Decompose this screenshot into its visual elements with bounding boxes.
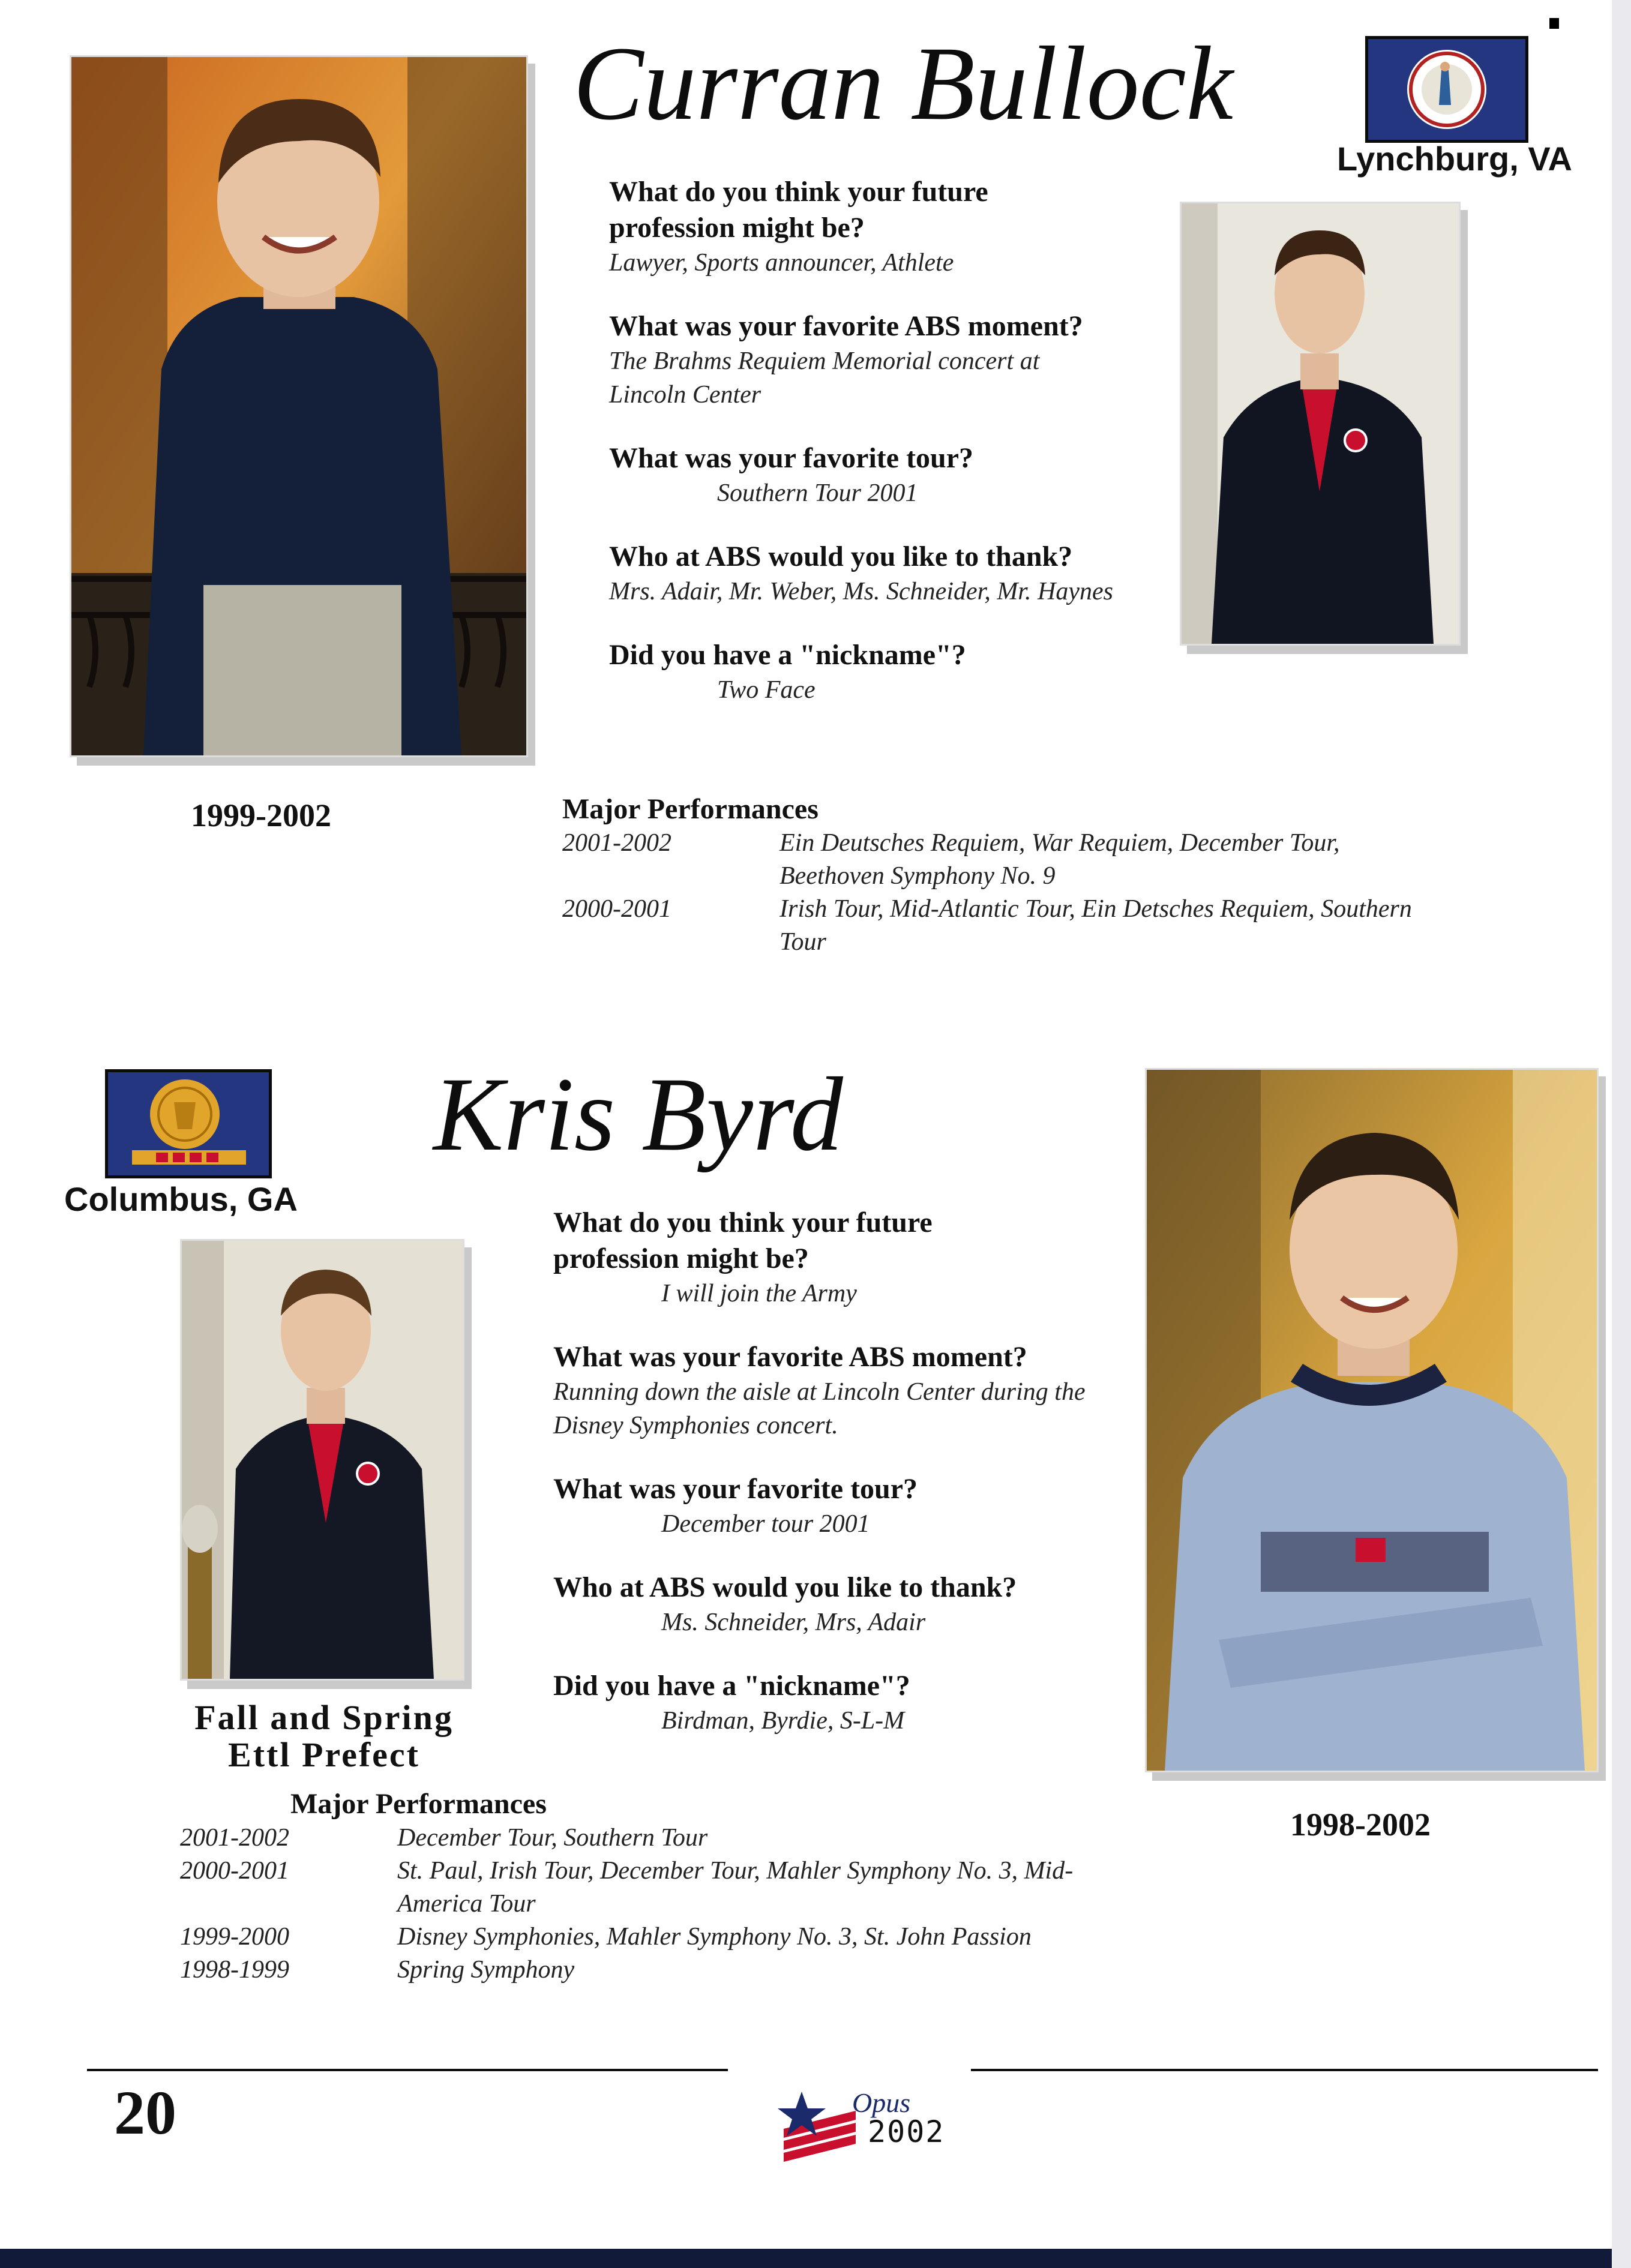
star-flag-logo-icon	[778, 2087, 862, 2165]
answer-tour: December tour 2001	[661, 1510, 870, 1538]
performance-year: 2000-2001	[562, 895, 671, 923]
footer-rule-right	[971, 2069, 1598, 2071]
hometown-label: Columbus, GA	[64, 1180, 298, 1218]
state-flag-virginia	[1365, 36, 1528, 143]
portrait-illustration	[182, 1241, 463, 1679]
answer-profession: Lawyer, Sports announcer, Athlete	[609, 249, 954, 277]
opus-logo	[778, 2087, 958, 2165]
question-moment: What was your favorite ABS moment?	[609, 310, 1083, 342]
performance-year: 1998-1999	[180, 1956, 289, 1984]
student-name: Kris Byrd	[433, 1056, 843, 1173]
question-thanks: Who at ABS would you like to thank?	[553, 1571, 1017, 1603]
question-tour: What was your favorite tour?	[609, 442, 974, 474]
answer-profession: I will join the Army	[661, 1280, 857, 1307]
performance-list: St. Paul, Irish Tour, December Tour, Mahler Symphony No. 3, Mid-America Tour	[397, 1857, 1074, 1918]
logo-script: Opus	[852, 2087, 911, 2118]
honor-title: Fall and Spring Ettl Prefect	[194, 1698, 454, 1774]
performance-row	[562, 893, 1426, 959]
virginia-seal-icon	[1368, 39, 1525, 140]
casual-portrait-photo	[70, 55, 528, 757]
performance-row	[562, 827, 1426, 893]
performance-list: Irish Tour, Mid-Atlantic Tour, Ein Detsches Requiem, Southern Tour	[779, 895, 1412, 956]
question-thanks: Who at ABS would you like to thank?	[609, 541, 1073, 572]
corner-mark	[1549, 18, 1559, 29]
right-edge-bar	[1612, 0, 1631, 2268]
portrait-illustration	[1147, 1070, 1597, 1771]
answer-thanks: Ms. Schneider, Mrs, Adair	[661, 1609, 926, 1636]
question-moment: What was your favorite ABS moment?	[553, 1341, 1027, 1373]
performance-list: Disney Symphonies, Mahler Symphony No. 3, St. John Passion	[397, 1923, 1032, 1951]
answer-thanks: Mrs. Adair, Mr. Weber, Ms. Schneider, Mr. Haynes	[609, 578, 1113, 605]
answer-moment: The Brahms Requiem Memorial concert at Lincoln Center	[609, 347, 1040, 409]
performances-title: Major Performances	[290, 1788, 547, 1820]
performance-row	[180, 1921, 1140, 1954]
performance-row	[180, 1822, 1140, 1855]
question-profession: What do you think your future profession might be?	[553, 1207, 933, 1274]
casual-portrait-photo	[1145, 1068, 1599, 1772]
major-performances	[180, 1787, 1140, 1987]
bottom-edge-bar	[0, 2249, 1631, 2268]
performance-year: 1999-2000	[180, 1923, 289, 1951]
performance-row	[180, 1855, 1140, 1921]
performance-list: Spring Symphony	[397, 1956, 575, 1984]
question-profession: What do you think your future profession might be?	[609, 176, 988, 244]
performance-row	[180, 1954, 1140, 1987]
answer-moment: Running down the aisle at Lincoln Center during the Disney Symphonies concert.	[553, 1378, 1086, 1439]
state-flag-georgia	[105, 1069, 272, 1178]
formal-portrait-photo	[180, 1239, 464, 1681]
attendance-years: 1999-2002	[191, 797, 331, 833]
questionnaire	[609, 174, 1143, 736]
performances-title: Major Performances	[562, 793, 819, 825]
attendance-years: 1998-2002	[1290, 1807, 1431, 1843]
portrait-illustration	[71, 57, 526, 755]
answer-nickname: Two Face	[717, 676, 816, 704]
georgia-seal-icon	[108, 1072, 269, 1175]
question-nickname: Did you have a "nickname"?	[609, 639, 966, 671]
performance-list: December Tour, Southern Tour	[397, 1824, 708, 1852]
question-tour: What was your favorite tour?	[553, 1473, 918, 1505]
footer-rule-left	[87, 2069, 728, 2071]
answer-tour: Southern Tour 2001	[717, 479, 918, 507]
portrait-illustration	[1182, 203, 1459, 644]
questionnaire	[553, 1205, 1105, 1766]
hometown-label: Lynchburg, VA	[1337, 140, 1572, 178]
question-nickname: Did you have a "nickname"?	[553, 1670, 910, 1702]
major-performances	[562, 792, 1426, 959]
performance-year: 2000-2001	[180, 1857, 289, 1885]
formal-portrait-photo	[1180, 202, 1461, 646]
performance-year: 2001-2002	[180, 1824, 289, 1852]
answer-nickname: Birdman, Byrdie, S-L-M	[661, 1707, 905, 1735]
performance-year: 2001-2002	[562, 829, 671, 857]
student-name: Curran Bullock	[573, 25, 1233, 142]
logo-year: 2002	[868, 2114, 945, 2149]
page-number: 20	[114, 2078, 176, 2147]
performance-list: Ein Deutsches Requiem, War Requiem, December Tour, Beethoven Symphony No. 9	[779, 829, 1340, 890]
